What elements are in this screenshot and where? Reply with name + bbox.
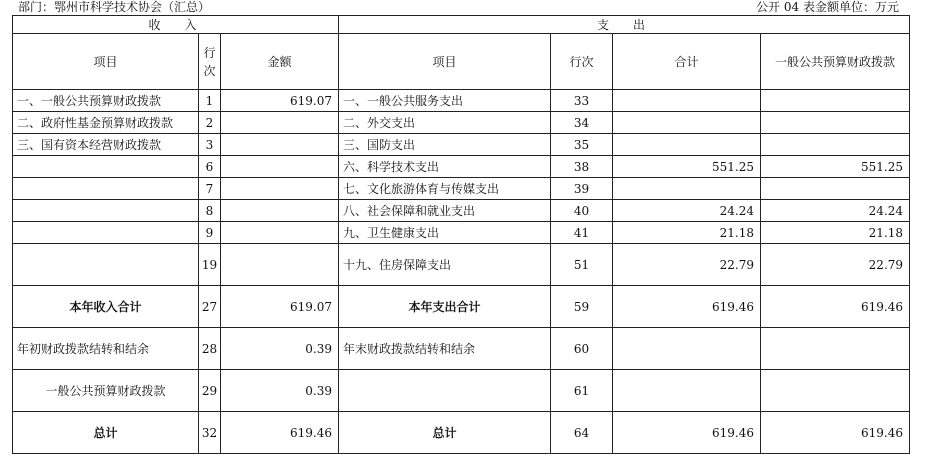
income-item-cell [13,156,199,178]
income-row-cell: 6 [199,156,221,178]
expense-item-cell: 三、国防支出 [339,134,551,156]
expense-row-cell: 41 [551,222,613,244]
expense-row-cell: 59 [551,286,613,328]
expense-general-cell [761,370,910,412]
expense-item-cell [339,370,551,412]
expense-total-cell: 24.24 [613,200,761,222]
expense-item-cell: 总计 [339,412,551,454]
table-row [13,112,910,134]
expense-row-cell: 34 [551,112,613,134]
income-amount-cell [221,112,339,134]
table-row [13,370,910,412]
expense-item-cell: 七、文化旅游体育与传媒支出 [339,178,551,200]
income-amount-cell: 619.07 [221,286,339,328]
expense-row-cell: 33 [551,90,613,112]
expense-general-cell [761,134,910,156]
income-item-cell: 一、一般公共预算财政拨款 [13,90,199,112]
expense-item-cell: 十九、住房保障支出 [339,244,551,286]
income-row-cell: 7 [199,178,221,200]
income-item-cell [13,178,199,200]
expense-item-cell: 九、卫生健康支出 [339,222,551,244]
expense-total-cell [613,328,761,370]
fiscal-appropriation-table [12,15,910,454]
income-row-cell: 9 [199,222,221,244]
income-row-cell: 27 [199,286,221,328]
expense-item-cell: 六、科学技术支出 [339,156,551,178]
expense-total-cell: 619.46 [613,412,761,454]
expense-total-cell: 619.46 [613,286,761,328]
expense-total-cell: 21.18 [613,222,761,244]
expense-item-cell: 二、外交支出 [339,112,551,134]
expense-total-cell: 22.79 [613,244,761,286]
income-row-cell: 8 [199,200,221,222]
expense-general-cell: 619.46 [761,412,910,454]
column-header-row [13,34,910,90]
income-item-cell [13,222,199,244]
income-amount-cell: 0.39 [221,370,339,412]
income-amount-header: 金额 [221,34,339,90]
table-row [13,286,910,328]
expense-total-cell [613,178,761,200]
income-item-cell: 本年收入合计 [13,286,199,328]
group-header-row [13,16,910,34]
income-item-cell [13,200,199,222]
income-row-cell: 28 [199,328,221,370]
expense-total-cell [613,370,761,412]
expense-row-cell: 35 [551,134,613,156]
expense-general-cell: 24.24 [761,200,910,222]
expense-general-cell: 551.25 [761,156,910,178]
expense-general-cell [761,178,910,200]
income-amount-cell [221,134,339,156]
income-amount-cell [221,200,339,222]
expense-total-cell [613,90,761,112]
expense-item-cell: 八、社会保障和就业支出 [339,200,551,222]
expense-general-cell: 21.18 [761,222,910,244]
expense-general-cell [761,112,910,134]
expense-row-header: 行次 [551,34,613,90]
income-amount-cell [221,222,339,244]
income-item-cell: 三、国有资本经营财政拨款 [13,134,199,156]
expense-item-cell: 本年支出合计 [339,286,551,328]
expense-row-cell: 38 [551,156,613,178]
table-row [13,200,910,222]
expense-general-cell [761,90,910,112]
income-amount-cell [221,244,339,286]
income-row-cell: 3 [199,134,221,156]
report-header [12,0,913,14]
expense-item-cell: 年末财政拨款结转和结余 [339,328,551,370]
table-row [13,328,910,370]
income-item-cell: 总计 [13,412,199,454]
income-item-cell: 一般公共预算财政拨款 [13,370,199,412]
expense-row-cell: 64 [551,412,613,454]
table-row [13,90,910,112]
table-row [13,244,910,286]
table-row [13,134,910,156]
expense-total-cell [613,112,761,134]
expense-row-cell: 39 [551,178,613,200]
income-row-cell: 32 [199,412,221,454]
expense-general-header: 一般公共预算财政拨款 [761,34,910,90]
income-row-cell: 2 [199,112,221,134]
income-amount-cell: 0.39 [221,328,339,370]
income-row-cell: 29 [199,370,221,412]
table-row [13,222,910,244]
form-unit-label: 公开 04 表金额单位：万元 [756,0,899,14]
income-item-cell: 年初财政拨款结转和结余 [13,328,199,370]
income-row-cell: 1 [199,90,221,112]
expense-group-header: 支 出 [339,16,910,34]
income-amount-cell: 619.07 [221,90,339,112]
income-item-cell: 二、政府性基金预算财政拨款 [13,112,199,134]
expense-total-cell [613,134,761,156]
expense-general-cell: 22.79 [761,244,910,286]
expense-general-cell [761,328,910,370]
expense-total-cell: 551.25 [613,156,761,178]
expense-row-cell: 40 [551,200,613,222]
expense-item-cell: 一、一般公共服务支出 [339,90,551,112]
income-group-header: 收 入 [13,16,339,34]
expense-row-cell: 61 [551,370,613,412]
expense-row-cell: 51 [551,244,613,286]
expense-total-header: 合计 [613,34,761,90]
income-amount-cell: 619.46 [221,412,339,454]
income-amount-cell [221,178,339,200]
table-row [13,178,910,200]
table-row [13,156,910,178]
income-amount-cell [221,156,339,178]
expense-general-cell: 619.46 [761,286,910,328]
income-row-header: 行次 [199,34,221,90]
expense-item-header: 项目 [339,34,551,90]
expense-row-cell: 60 [551,328,613,370]
income-item-cell [13,244,199,286]
table-row [13,412,910,454]
income-item-header: 项目 [13,34,199,90]
department-label: 部门：鄂州市科学技术协会（汇总） [18,0,211,14]
income-row-cell: 19 [199,244,221,286]
